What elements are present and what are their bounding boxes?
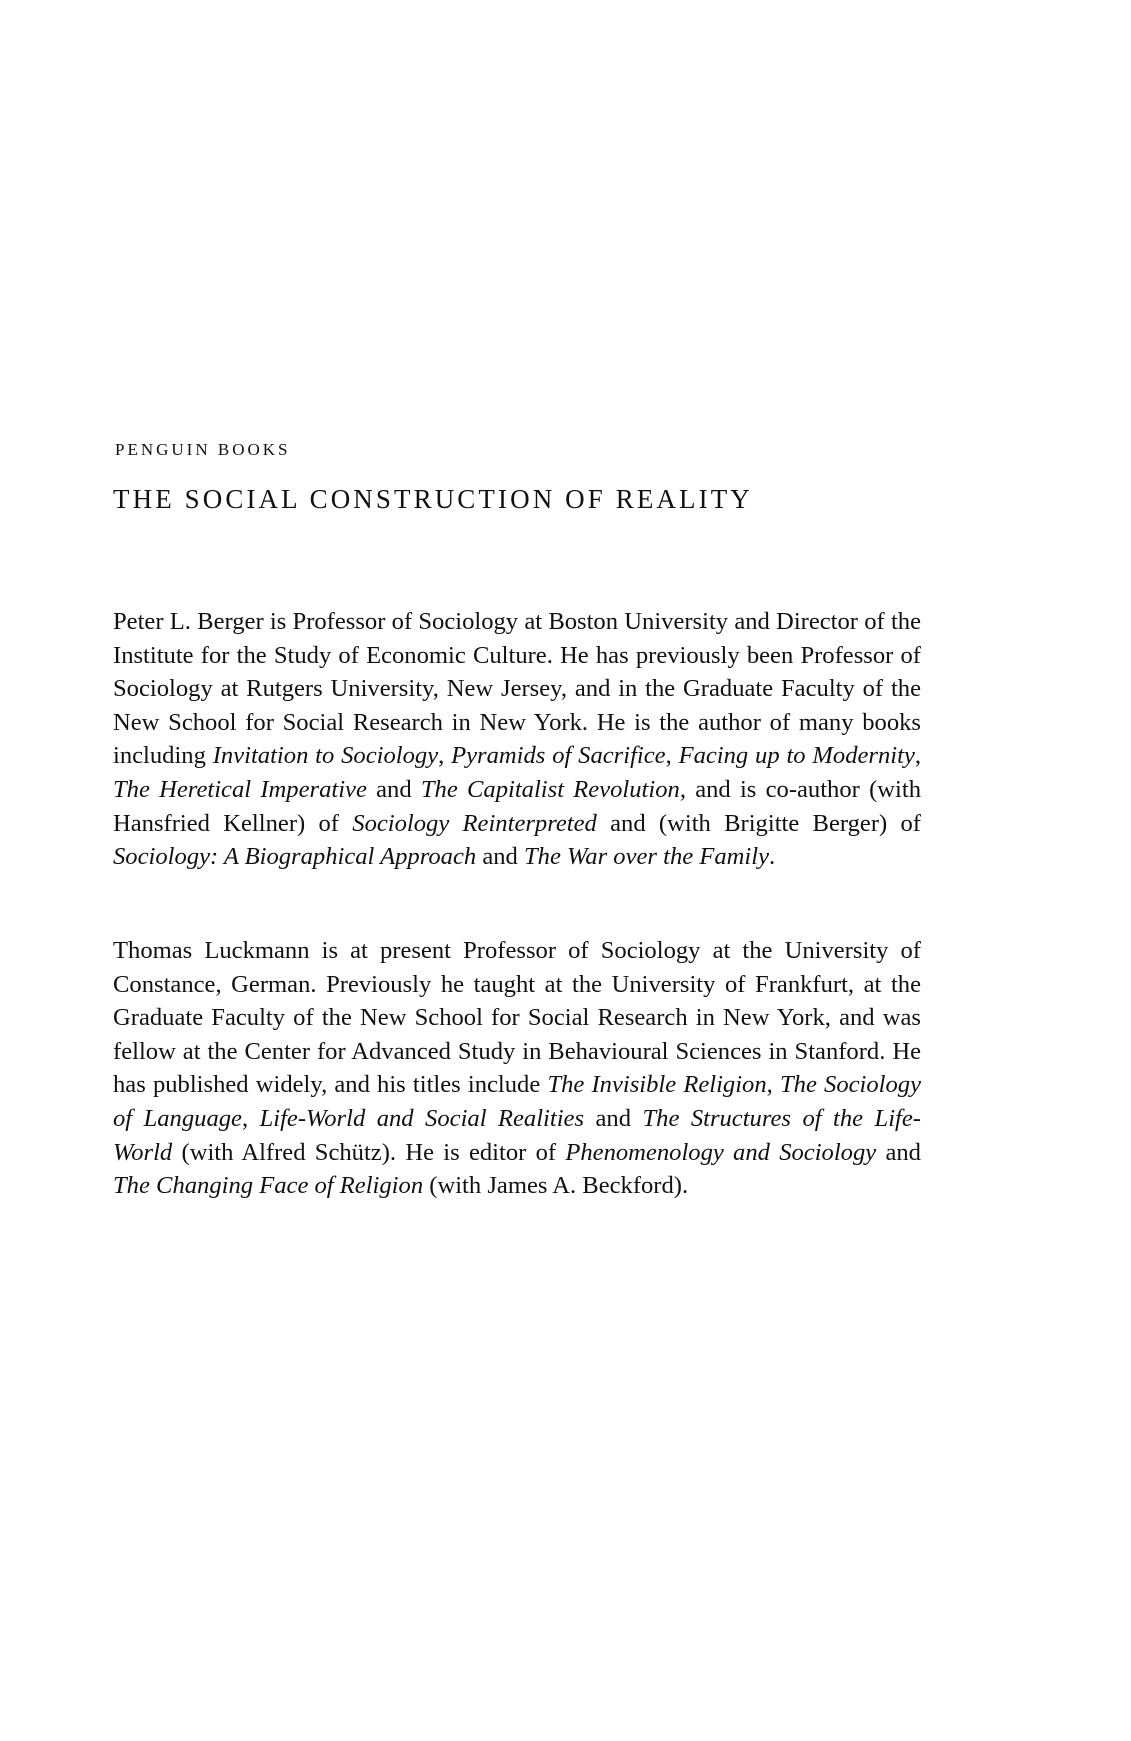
bio-text: and (with Brigitte Berger) of xyxy=(596,809,921,837)
bio-text: Thomas Luckmann is at present Professor of Sociology at the University of Constance, German. Previously he taught at the University of Frankfurt, at the Graduate Faculty of the New School for Social Research in New York, and was fellow at the Center for Advanced Study in Behavioural Sciences in Stanford. He has published widely, and his titles include xyxy=(113,937,921,1099)
book-title-reference: The Capitalist Revolution xyxy=(420,775,680,803)
author-bio-luckmann xyxy=(113,934,921,1203)
book-title-reference: The Changing Face of Religion xyxy=(113,1172,424,1200)
book-title-reference: Phenomenology and Sociology xyxy=(565,1138,877,1166)
bio-text: and xyxy=(476,843,524,871)
book-title-reference: Sociology Reinterpreted xyxy=(352,809,597,837)
bio-text: and xyxy=(876,1138,921,1166)
book-title-reference: The Invisible Religion xyxy=(547,1071,767,1099)
book-title-reference: The War over the Family xyxy=(524,843,769,871)
book-title-reference: Pyramids of Sacrifice xyxy=(451,742,666,770)
bio-text: , xyxy=(766,1071,780,1099)
bio-text: and xyxy=(584,1104,643,1132)
book-title-reference: The Heretical Imperative xyxy=(113,775,367,803)
bio-text: and xyxy=(366,775,421,803)
bio-text: , xyxy=(241,1104,260,1132)
bio-text: , and is co-author (with Hansfried Kellner) of xyxy=(113,775,921,837)
bio-text: , xyxy=(438,742,452,770)
bio-text: , xyxy=(914,742,922,770)
book-title-reference: The Structures of the Life-World xyxy=(113,1104,921,1166)
bio-text: . xyxy=(769,843,776,871)
author-bio-berger xyxy=(113,605,921,874)
bio-text: Peter L. Berger is Professor of Sociology at Boston University and Director of the Institute for the Study of Economic Culture. He has previously been Professor of Sociology at Rutgers University, New Jersey, and in the Graduate Faculty of the New School for Social Research in New York. He is the author of many books including xyxy=(113,608,921,770)
book-title-reference: Facing up to Modernity xyxy=(678,742,915,770)
bio-text: (with James A. Beckford). xyxy=(423,1172,689,1200)
bio-text: , xyxy=(665,742,679,770)
book-title-reference: Life-World and Social Realities xyxy=(259,1104,585,1132)
publisher-imprint: PENGUIN BOOKS xyxy=(115,440,291,459)
book-title-reference: The Sociology of Language xyxy=(113,1071,921,1132)
book-title-reference: Sociology: A Biographical Approach xyxy=(113,843,477,871)
book-title: THE SOCIAL CONSTRUCTION OF REALITY xyxy=(113,484,753,514)
bio-text: (with Alfred Schütz). He is editor of xyxy=(172,1138,566,1166)
book-title-reference: Invitation to Sociology xyxy=(212,742,439,770)
